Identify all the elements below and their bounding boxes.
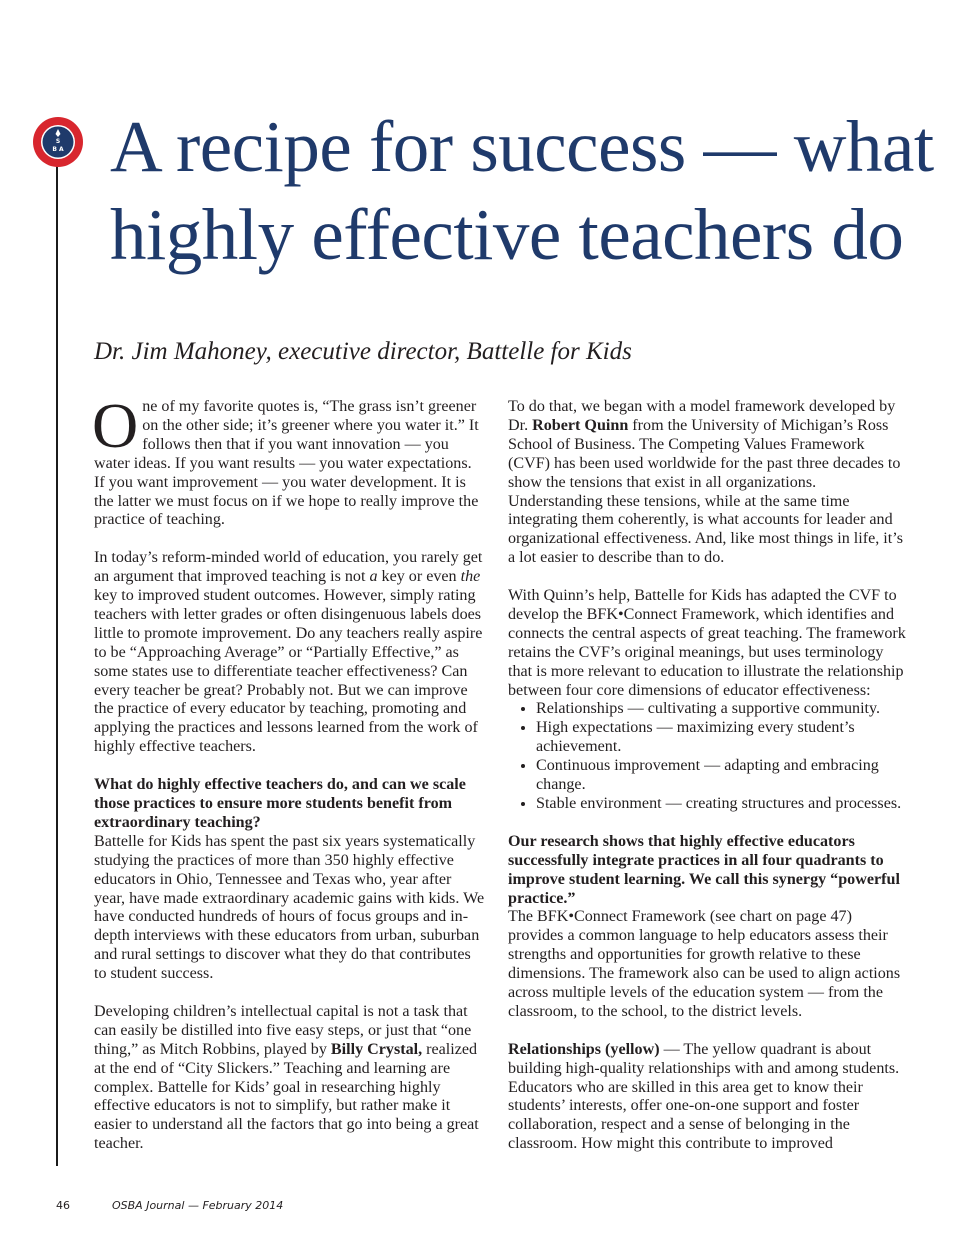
article-title xyxy=(110,103,940,279)
research-paragraph: Battelle for Kids has spent the past six years systematically studying the practices of more than 350 highly effective educators in Ohio, Tennessee and Texas who, year after year, have made extraordinary academic gains with kids. We have conducted hundreds of hours of focus groups and in-depth interviews with these educators from urban, suburban and rural settings to discover what they do that contributes to student success. xyxy=(94,832,485,983)
drop-cap: O xyxy=(92,390,139,461)
bfk-connect-paragraph: With Quinn’s help, Battelle for Kids has adapted the CVF to develop the BFK•Connect Framework, which identifies and connects the central aspects of great teaching. The framework retains the CVF’s original meanings, but uses terminology that is more relevant to education to illustrate the relationship between four core dimensions of educator effectiveness: xyxy=(508,587,906,699)
right-column xyxy=(508,398,910,1154)
left-column xyxy=(92,390,486,1154)
capital-paragraph: Developing children’s intellectual capital is not a task that can easily be distilled into five easy steps, or just that “one thing,” as Mitch Robbins, played by Billy Crystal, realized at the end of “City Slickers.” Teaching and learning are complex. Battelle for Kids’ goal in researching highly effective educators is not to simplify, but rather make it easier to understand all the factors that go into being a great teacher. xyxy=(94,1002,479,1153)
framework-paragraph: To do that, we began with a model framework developed by Dr. Robert Quinn from the University of Michigan’s Ross School of Business. The Competing Values Framework (CVF) has been used worldwide for the past three decades to show the tensions that exist in all organizations. Understanding these tensions, while at the same time integrating them coherently, is what accounts for leader and organizational effectiveness. And, like most things in life, it’s a lot easier to describe than to do. xyxy=(508,398,903,567)
title-line-1: A recipe for success — what xyxy=(110,106,934,187)
margin-rule xyxy=(56,150,58,1166)
section-heading: What do highly effective teachers do, and can we scale those practices to ensure more students benefit from extraordinary teaching? xyxy=(94,776,466,831)
relationships-paragraph: Relationships (yellow) — The yellow quadrant is about building high-quality relationships with and among students. Educators who are skilled in this area get to know their students’ interests, offer one-on-one support and foster collaboration, respect and a sense of belonging in the classroom. How might this contribute to improved xyxy=(508,1040,900,1153)
title-line-2: highly effective teachers do xyxy=(110,194,904,275)
list-item: • Relationships — cultivating a supportive community. xyxy=(536,700,910,719)
common-language-paragraph: The BFK•Connect Framework (see chart on page 47) provides a common language to help educators assess their strengths and opportunities for growth relative to these dimensions. The framework also can be used to align actions across multiple levels of the education system — from the classroom, to the school, to the district levels. xyxy=(508,908,901,1020)
osba-seal-logo xyxy=(32,116,84,168)
reform-paragraph: In today’s reform-minded world of education, you rarely get an argument that improved teaching is not a key or even the key to improved student outcomes. However, simply rating teachers with letter grades or often disingenuous labels does little to promote improvement. Do any teachers really aspire to be “Approaching Average” or “Partially Effective,” as some states use to differentiate teacher effectiveness? Can every teacher be great? Probably not. But we can improve the practice of every educator by teaching, promoting and applying the practices and lessons learned from the work of highly effective teachers. xyxy=(94,549,483,756)
byline: Dr. Jim Mahoney, executive director, Battelle for Kids xyxy=(94,338,632,365)
list-item: • Continuous improvement — adapting and embracing change. xyxy=(536,757,910,795)
section-heading: Our research shows that highly effective educators successfully integrate practices in all four quadrants to improve student learning. We call this synergy “powerful practice.” xyxy=(508,832,900,907)
journal-footer: OSBA Journal — February 2014 xyxy=(112,1199,284,1212)
intro-text: ne of my favorite quotes is, “The grass isn’t greener on the other side; it’s greener where you water it.” It follows then that if you want innovation — you water ideas. If you want results — you water expectations. If you want improvement — you water development. It is the latter we must focus on if we hope to really improve the practice of teaching. xyxy=(94,398,479,529)
svg-text:B A: B A xyxy=(52,146,64,153)
svg-text:S: S xyxy=(55,138,61,145)
intro-paragraph xyxy=(92,390,486,530)
dimensions-list xyxy=(508,700,910,813)
page-number: 46 xyxy=(56,1199,70,1212)
list-item: • High expectations — maximizing every student’s achievement. xyxy=(536,719,910,757)
list-item: • Stable environment — creating structures and processes. xyxy=(536,795,910,814)
